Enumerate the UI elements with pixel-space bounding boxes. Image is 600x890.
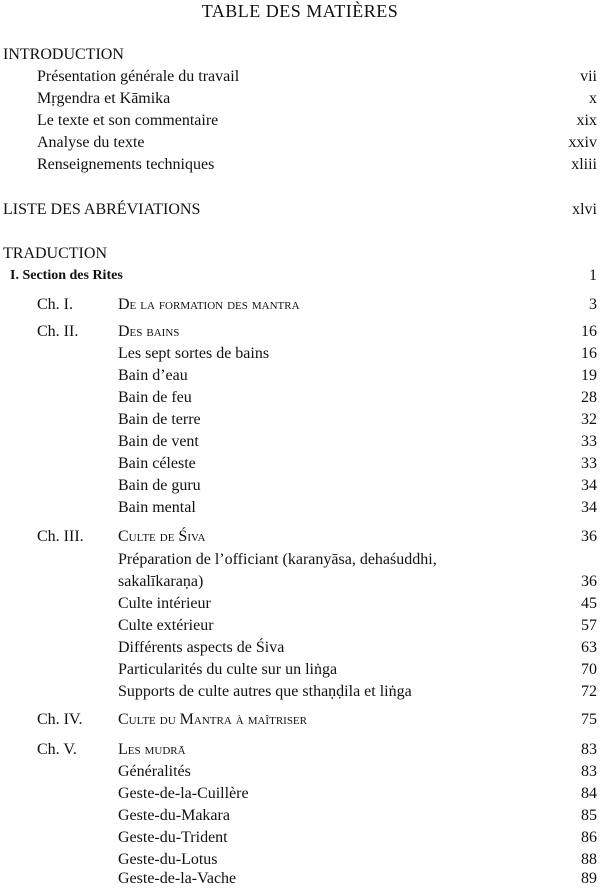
toc-entry-page: vii bbox=[580, 68, 597, 85]
toc-entry-page: 19 bbox=[581, 367, 597, 384]
chapter-title: Des bains bbox=[118, 323, 180, 340]
traduction-heading bbox=[0, 243, 600, 265]
toc-entry bbox=[0, 497, 600, 519]
chapter-page: 83 bbox=[581, 741, 597, 758]
toc-entry bbox=[0, 365, 600, 387]
toc-entry bbox=[0, 805, 600, 827]
toc-entry-page: 72 bbox=[581, 683, 597, 700]
chapter-row bbox=[0, 526, 600, 548]
toc-entry-page: 28 bbox=[581, 389, 597, 406]
toc-entry-label: Généralités bbox=[118, 763, 191, 780]
toc-entry-label: Renseignements techniques bbox=[37, 156, 215, 173]
page-title: TABLE DES MATIÈRES bbox=[201, 1, 399, 21]
section-label: I. Section des Rites bbox=[10, 268, 123, 283]
chapter-title: De la formation des mantra bbox=[118, 296, 300, 313]
toc-entry-page: 88 bbox=[581, 851, 597, 868]
chapter-title: Culte du Mantra à maîtriser bbox=[118, 711, 307, 728]
toc-entry bbox=[0, 110, 600, 132]
toc-entry bbox=[0, 761, 600, 783]
toc-entry bbox=[0, 453, 600, 475]
toc-entry bbox=[0, 868, 600, 890]
toc-entry-page: xliii bbox=[571, 156, 597, 173]
chapter-page: 16 bbox=[581, 323, 597, 340]
toc-entry-label: Bain d’eau bbox=[118, 367, 188, 384]
toc-entry bbox=[0, 681, 600, 703]
chapter-row bbox=[0, 294, 600, 316]
chapter-row bbox=[0, 321, 600, 343]
toc-entry-label: Les sept sortes de bains bbox=[118, 345, 270, 362]
toc-entry-page: 32 bbox=[581, 411, 597, 428]
toc-entry bbox=[0, 431, 600, 453]
toc-entry-label: Bain de feu bbox=[118, 389, 192, 406]
chapter-title: Culte de Śiva bbox=[118, 528, 206, 545]
toc-entry-label: Bain de vent bbox=[118, 433, 199, 450]
toc-entry bbox=[0, 66, 600, 88]
toc-entry-label: Supports de culte autres que sthaṇḍila et liṅga bbox=[118, 683, 412, 700]
toc-entry-page: 70 bbox=[581, 661, 597, 678]
toc-entry-page: 86 bbox=[581, 829, 597, 846]
chapter-page: 36 bbox=[581, 528, 597, 545]
toc-entry bbox=[0, 154, 600, 176]
chapter-title: Les mudrā bbox=[118, 741, 186, 758]
section-entry bbox=[0, 265, 600, 287]
intro-heading-label: INTRODUCTION bbox=[3, 46, 124, 63]
chapter-row bbox=[0, 739, 600, 761]
chapter-number: Ch. II. bbox=[37, 323, 79, 340]
intro-heading bbox=[0, 44, 600, 66]
toc-entry bbox=[0, 659, 600, 681]
toc-entry-label: Différents aspects de Śiva bbox=[118, 639, 285, 656]
toc-entry bbox=[0, 571, 600, 593]
toc-entry bbox=[0, 88, 600, 110]
toc-entry-page: 34 bbox=[581, 499, 597, 516]
toc-entry-page: 16 bbox=[581, 345, 597, 362]
toc-entry bbox=[0, 637, 600, 659]
toc-entry bbox=[0, 827, 600, 849]
toc-entry-page: 33 bbox=[581, 455, 597, 472]
toc-entry-page: 57 bbox=[581, 617, 597, 634]
toc-entry bbox=[0, 475, 600, 497]
toc-entry-label: Bain de guru bbox=[118, 477, 201, 494]
toc-entry-page: xxiv bbox=[568, 134, 597, 151]
toc-entry bbox=[0, 409, 600, 431]
toc-entry-page: 45 bbox=[581, 595, 597, 612]
toc-entry-label: Geste-du-Trident bbox=[118, 829, 228, 846]
toc-entry bbox=[0, 783, 600, 805]
toc-entry-label: Préparation de l’officiant (karanyāsa, dehaśuddhi, bbox=[118, 551, 437, 568]
chapter-number: Ch. V. bbox=[37, 741, 77, 758]
toc-entry-page: xix bbox=[576, 112, 597, 129]
toc-entry-page: 89 bbox=[581, 870, 597, 887]
toc-entry-label: Bain céleste bbox=[118, 455, 196, 472]
toc-entry-label: Geste-du-Lotus bbox=[118, 851, 218, 868]
abbreviations-label: LISTE DES ABRÉVIATIONS bbox=[3, 201, 201, 218]
toc-entry-label: Mṛgendra et Kāmika bbox=[37, 90, 171, 107]
chapter-number: Ch. IV. bbox=[37, 711, 83, 728]
toc-entry-label: Bain mental bbox=[118, 499, 196, 516]
chapter-row bbox=[0, 709, 600, 731]
toc-entry bbox=[0, 132, 600, 154]
toc-entry bbox=[0, 615, 600, 637]
toc-entry bbox=[0, 549, 600, 571]
toc-entry-label: Analyse du texte bbox=[37, 134, 145, 151]
toc-entry-page: 85 bbox=[581, 807, 597, 824]
toc-entry-label: Geste-de-la-Cuillère bbox=[118, 785, 249, 802]
toc-entry-label: Geste-de-la-Vache bbox=[118, 870, 237, 887]
toc-entry-page: 33 bbox=[581, 433, 597, 450]
toc-entry-page: 83 bbox=[581, 763, 597, 780]
toc-entry-label: Présentation générale du travail bbox=[37, 68, 240, 85]
toc-entry-label: Particularités du culte sur un liṅga bbox=[118, 661, 338, 678]
toc-entry-label: Bain de terre bbox=[118, 411, 201, 428]
abbreviations-page: xlvi bbox=[572, 201, 597, 218]
toc-entry-page: 36 bbox=[581, 573, 597, 590]
toc-entry-label: Culte intérieur bbox=[118, 595, 211, 612]
toc-entry-label: Culte extérieur bbox=[118, 617, 214, 634]
toc-entry bbox=[0, 593, 600, 615]
traduction-heading-label: TRADUCTION bbox=[3, 245, 107, 262]
toc-entry bbox=[0, 343, 600, 365]
section-page: 1 bbox=[589, 267, 597, 284]
chapter-page: 75 bbox=[581, 711, 597, 728]
toc-entry-label: Geste-du-Makara bbox=[118, 807, 230, 824]
toc-entry bbox=[0, 387, 600, 409]
toc-entry-page: x bbox=[589, 90, 597, 107]
chapter-number: Ch. III. bbox=[37, 528, 84, 545]
chapter-page: 3 bbox=[589, 296, 597, 313]
toc-entry-page: 84 bbox=[581, 785, 597, 802]
toc-entry-page: 34 bbox=[581, 477, 597, 494]
toc-entry-page: 63 bbox=[581, 639, 597, 656]
abbreviations-entry bbox=[0, 199, 600, 221]
toc-entry-label: sakalīkaraṇa) bbox=[118, 573, 204, 590]
chapter-number: Ch. I. bbox=[37, 296, 73, 313]
toc-entry-label: Le texte et son commentaire bbox=[37, 112, 219, 129]
